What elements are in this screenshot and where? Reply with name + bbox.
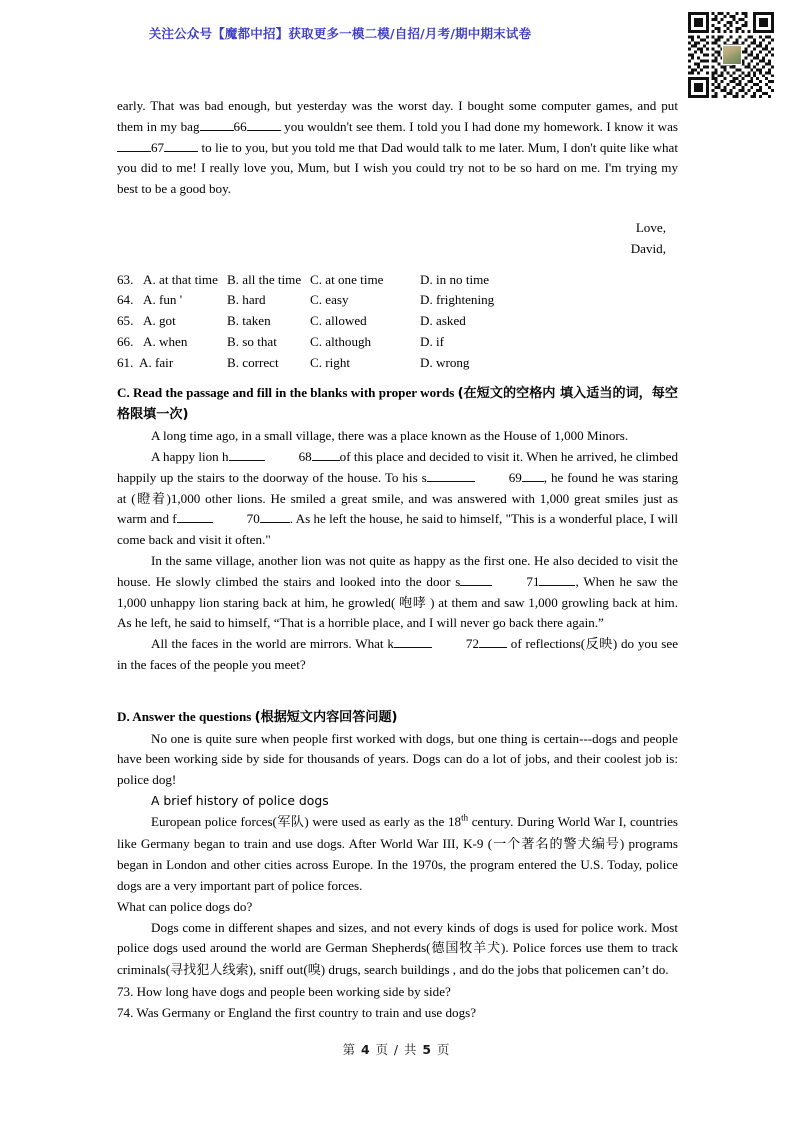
sc-p3-part1: In the same village, another lion was not quite as happy as the first one. He also decided to visit the house. He slowly climbed the stairs and looked into the door s: [117, 552, 678, 589]
section-c-paragraph-3: [117, 551, 678, 634]
qr-code: [686, 12, 776, 98]
sd-p2-part2: ) were used as early as the 18: [304, 813, 462, 829]
section-c-heading-cn: (在短文的空格内 填入适当的词，每空格限填一次): [117, 385, 679, 423]
mc-option-c[interactable]: C. although: [310, 333, 372, 349]
sc-p3-part2: , When he saw the 1,000 unhappy lion staring back at him, he growled( 咆哮 ) at them and saw 1,000 growling back at him. As he left, he said to himself, “That is a horrible place, and I will never go back there again.”: [117, 573, 678, 631]
mc-option-b[interactable]: B. all the time: [227, 271, 302, 287]
sc-p2-part2: of this place and decided to visit it. When he arrived, he climbed happily up the stairs to the doorway of the house. To his s: [117, 448, 678, 485]
blank-line: [427, 481, 475, 482]
blank-number-72: 72: [465, 636, 479, 652]
mc-option-a[interactable]: A. when: [143, 333, 188, 349]
sd-p3-part4: ) drugs, search buildings , and do the jobs that policemen can’t do.: [320, 962, 669, 978]
sd-p2-part3: century. During World War I, countries like Germany began to train and use dogs. After World War III, K-9 (: [117, 813, 678, 851]
blank-number-70: 70: [246, 511, 260, 527]
sd-p2-cn1: 军队: [276, 814, 305, 830]
blank-line: [247, 130, 281, 131]
section-d-heading-cn: (根据短文内容回答问题): [254, 709, 398, 725]
sd-p3-part1: Dogs come in different shapes and sizes, and not every kinds of dogs is used for police work. Most police dogs used around the world are German Shepherds(: [117, 919, 678, 956]
blank-line: [394, 647, 432, 648]
section-d-heading: [117, 707, 678, 729]
mc-option-b[interactable]: B. so that: [227, 333, 277, 349]
blank-line: [177, 522, 213, 523]
sc-p4-part1: All the faces in the world are mirrors. What k: [151, 636, 394, 652]
promo-banner-text: 关注公众号【魔都中招】获取更多一模二模/自招/月考/期中期末试卷: [148, 26, 532, 41]
footer-suffix: 页: [436, 1042, 451, 1057]
mc-option-b[interactable]: B. hard: [227, 292, 266, 308]
footer-prefix: 第: [342, 1042, 357, 1057]
mc-option-d[interactable]: D. if: [420, 333, 445, 349]
mc-row-66: [117, 332, 678, 353]
blank-line: [260, 522, 290, 523]
mc-option-c[interactable]: C. at one time: [310, 271, 384, 287]
section-c-paragraph-1: A long time ago, in a small village, there was a place known as the House of 1,000 Minors.: [151, 428, 629, 444]
ordinal-suffix: th: [461, 812, 469, 823]
mc-number: 65.: [117, 313, 134, 329]
mc-number: 66.: [117, 333, 134, 349]
blank-line: [200, 130, 234, 131]
mc-option-a[interactable]: A. fair: [139, 354, 174, 370]
section-d-subheading-2: What can police dogs do?: [117, 898, 253, 914]
sc-p2-part1: A happy lion h: [151, 448, 229, 464]
letter-signature-name: David,: [630, 240, 666, 256]
blank-line: [522, 481, 544, 482]
mc-option-c[interactable]: C. easy: [310, 292, 349, 308]
section-d-paragraph-2: [117, 812, 678, 897]
sd-p3-part2: ). Police forces use them to track criminals(: [117, 940, 679, 978]
letter-text-part2: you wouldn't see them. I told you I had done my homework. I know it was: [284, 118, 679, 134]
blank-number-66: 66: [233, 118, 247, 134]
mc-number: 64.: [117, 292, 134, 308]
letter-text-part3: to lie to you, but you told me that Dad would talk to me later. Mum, I don't quite like what you did to me! I really love you, Mum, but I wish you could try not to be so hard on me. I'm trying my best to be a good boy.: [117, 139, 678, 197]
letter-text-part1: early. That was bad enough, but yesterday was the worst day. I bought some computer games, and put them in my bag: [117, 98, 678, 134]
page-footer: [0, 1040, 793, 1058]
sd-p2-cn2: 一个著名的警犬编号: [492, 836, 620, 852]
qr-center-logo: [722, 45, 742, 65]
mc-option-d[interactable]: D. asked: [420, 313, 466, 329]
sd-p2-part4: ) programs began in London and other cities across Europe. In the 1970s, the program entered the U.S. Today, police dogs are a very important part of police forces.: [117, 835, 678, 894]
mc-option-b[interactable]: B. taken: [227, 313, 271, 329]
footer-current-page: 4: [361, 1042, 371, 1057]
blank-line: [117, 151, 151, 152]
multiple-choice-list: [117, 270, 678, 374]
sd-p3-cn3: 嗅: [307, 963, 321, 979]
sd-p3-cn2: 寻找犯人线索: [170, 963, 249, 979]
sd-p3-part3: ), sniff out(: [248, 962, 308, 978]
mc-row-65: [117, 311, 678, 332]
sc-p2-part3: , he found he was staring at (瞪着)1,000 other lions. He smiled a great smile, and was answered with 1,000 great smiles just as warm and f: [117, 469, 679, 527]
mc-option-a[interactable]: A. got: [143, 313, 176, 329]
blank-line: [539, 585, 575, 586]
section-c-heading-en: C. Read the passage and fill in the blanks with proper words: [117, 384, 458, 400]
section-c-paragraph-4: [117, 634, 678, 676]
mc-option-d[interactable]: D. frightening: [420, 292, 495, 308]
mc-row-63: [117, 270, 678, 291]
blank-line: [312, 460, 340, 461]
blank-line: [460, 585, 492, 586]
section-d-heading-en: D. Answer the questions: [117, 708, 255, 724]
blank-number-71: 71: [526, 573, 540, 589]
blank-line: [479, 647, 507, 648]
section-c-paragraph-2: [117, 447, 678, 551]
mc-row-61: [117, 353, 678, 374]
sc-p2-part4: . As he left the house, he said to himself, "This is a wonderful place, I will come back and visit it often.": [117, 511, 678, 548]
mc-option-b[interactable]: B. correct: [227, 354, 279, 370]
letter-signoff: Love,: [635, 219, 666, 235]
letter-paragraph: [117, 96, 678, 200]
blank-line: [229, 460, 265, 461]
document-body: [117, 96, 678, 1024]
mc-option-a[interactable]: A. at that time: [143, 271, 218, 287]
blank-number-69: 69: [508, 469, 522, 485]
footer-middle: 页 / 共: [375, 1042, 418, 1057]
footer-total-pages: 5: [422, 1042, 432, 1057]
section-c-heading: [117, 383, 678, 427]
mc-option-a[interactable]: A. fun ': [143, 292, 183, 308]
section-d-paragraph-3: [117, 918, 678, 982]
sd-p3-cn1: 德国牧羊犬: [430, 941, 502, 957]
question-74: 74. Was Germany or England the first country to train and use dogs?: [117, 1004, 477, 1020]
mc-option-d[interactable]: D. in no time: [420, 271, 490, 287]
mc-row-64: [117, 290, 678, 311]
blank-number-68: 68: [298, 448, 312, 464]
mc-option-d[interactable]: D. wrong: [420, 354, 470, 370]
blank-line: [164, 151, 198, 152]
section-d-paragraph-1: No one is quite sure when people first worked with dogs, but one thing is certain---dogs and people have been working side by side for thousands of years. Dogs can do a lot of jobs, and their coolest job is: police dog!: [117, 730, 678, 788]
sd-p2-part1: European police forces(: [151, 813, 277, 829]
question-73: 73. How long have dogs and people been working side by side?: [117, 984, 451, 1000]
blank-number-67: 67: [151, 139, 165, 155]
section-d-subheading-1: A brief history of police dogs: [151, 792, 329, 808]
mc-option-c[interactable]: C. right: [310, 354, 351, 370]
mc-option-c[interactable]: C. allowed: [310, 313, 367, 329]
mc-number: 63.: [117, 271, 134, 287]
sc-p4-part2: of reflections(反映) do you see in the faces of the people you meet?: [117, 636, 679, 672]
mc-number: 61.: [117, 354, 134, 370]
